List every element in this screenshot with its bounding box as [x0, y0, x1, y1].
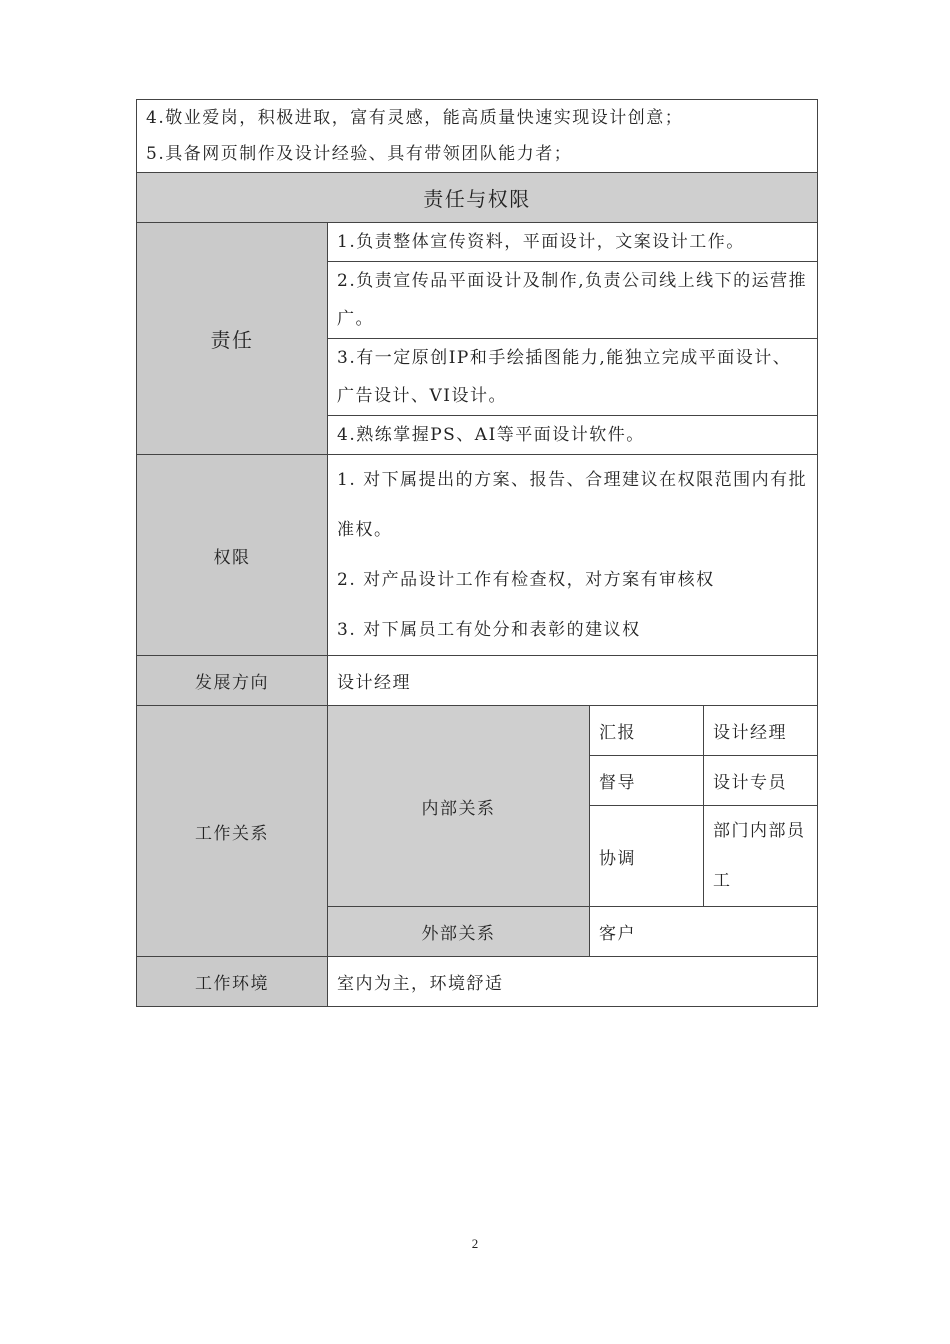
work-relations-label: 工作关系: [137, 706, 328, 957]
development-label: 发展方向: [137, 656, 328, 706]
relation-target: 设计经理: [704, 706, 818, 756]
authority-cell: [328, 455, 818, 656]
authority-item: 1. 对下属提出的方案、报告、合理建议在权限范围内有批准权。: [337, 470, 808, 540]
external-relations-value: 客户: [590, 907, 818, 957]
page-number: 2: [471, 1236, 479, 1251]
responsibility-item: 1.负责整体宣传资料，平面设计，文案设计工作。: [328, 223, 818, 262]
relation-target: 设计专员: [704, 756, 818, 806]
relation-type: 汇报: [590, 706, 704, 756]
qualification-item: 5.具备网页制作及设计经验、具有带领团队能力者；: [146, 144, 573, 164]
relation-type: 督导: [590, 756, 704, 806]
internal-relations-label: 内部关系: [328, 706, 590, 907]
section-title: 责任与权限: [137, 173, 818, 223]
responsibility-item: 3.有一定原创IP和手绘插图能力,能独立完成平面设计、广告设计、VI设计。: [328, 339, 818, 416]
authority-item: 2. 对产品设计工作有检查权，对方案有审核权: [337, 570, 715, 590]
responsibility-item: 2.负责宣传品平面设计及制作,负责公司线上线下的运营推广。: [328, 262, 818, 339]
qualification-item: 4.敬业爱岗，积极进取，富有灵感，能高质量快速实现设计创意；: [146, 108, 684, 128]
environment-label: 工作环境: [137, 957, 328, 1007]
environment-value: 室内为主，环境舒适: [328, 957, 818, 1007]
authority-item: 3. 对下属员工有处分和表彰的建议权: [337, 620, 641, 640]
job-description-table: [136, 99, 818, 1007]
authority-label: 权限: [137, 455, 328, 656]
external-relations-label: 外部关系: [328, 907, 590, 957]
relation-type: 协调: [590, 806, 704, 907]
responsibility-label: 责任: [137, 223, 328, 455]
responsibility-item: 4.熟练掌握PS、AI等平面设计软件。: [328, 416, 818, 455]
development-value: 设计经理: [328, 656, 818, 706]
qualifications-cell: [137, 100, 818, 173]
relation-target: 部门内部员工: [704, 806, 818, 907]
